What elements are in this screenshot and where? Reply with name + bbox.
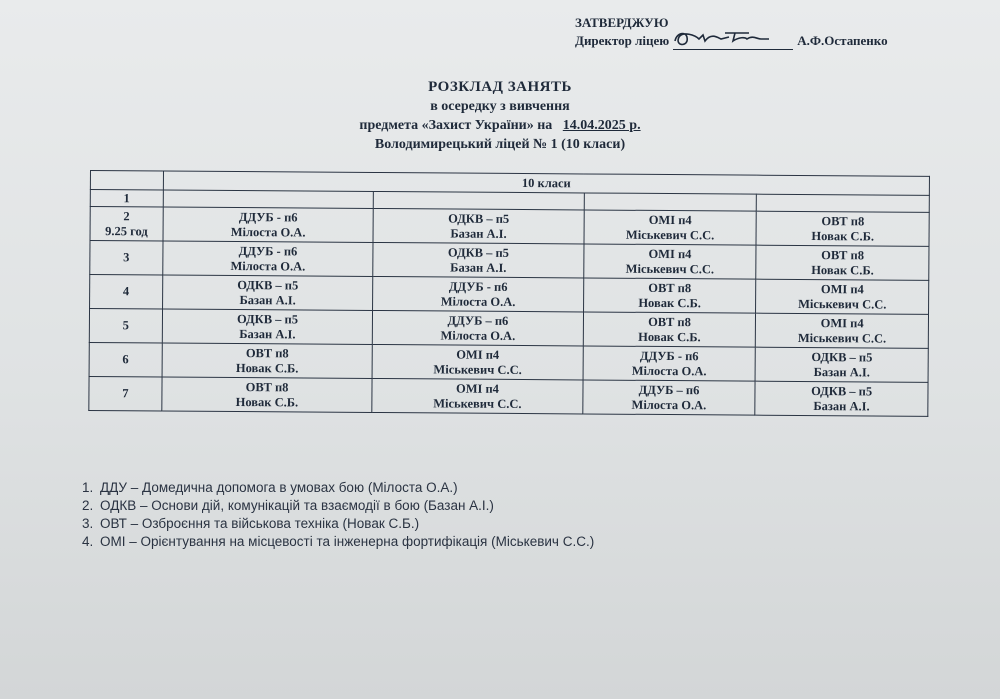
- legend-item: [82, 533, 594, 551]
- teacher-name: Базан А.І.: [239, 326, 296, 341]
- table-row: [90, 207, 929, 247]
- subject-room: ОВТ п8: [648, 314, 691, 329]
- teacher-name: Новак С.Б.: [638, 329, 701, 344]
- lesson-number: 6: [122, 352, 129, 367]
- lesson-number: 3: [123, 250, 130, 265]
- teacher-name: Новак С.Б.: [811, 262, 874, 277]
- subject-room: ОМІ п4: [648, 212, 692, 227]
- schedule-cell: [583, 380, 756, 415]
- table-row: [89, 376, 928, 416]
- legend-text: ОВТ – Озброєння та військова техніка (Новак С.Б.): [100, 516, 420, 531]
- schedule-cell: [757, 194, 930, 212]
- schedule-cell: [163, 207, 374, 242]
- subject-room: ДДУБ - п6: [238, 209, 298, 224]
- lesson-number: 2: [123, 208, 130, 223]
- schedule-cell: [374, 191, 585, 209]
- schedule-cell: [756, 279, 929, 314]
- teacher-name: Мілоста О.А.: [230, 224, 306, 240]
- schedule-date: 14.04.2025 р.: [562, 118, 641, 133]
- teacher-name: Базан А.І.: [813, 398, 870, 413]
- teacher-name: Новак С.Б.: [638, 295, 701, 310]
- subject-room: ОМІ п4: [820, 315, 864, 330]
- subject-room: ОМІ п4: [820, 281, 864, 296]
- lesson-number-cell: [90, 241, 163, 276]
- teacher-name: Мілоста О.А.: [631, 397, 707, 412]
- legend-text: ДДУ – Домедична допомога в умовах бою (Мілоста О.А.): [100, 480, 458, 495]
- approval-position: Директор ліцею: [575, 33, 670, 48]
- page-title: РОЗКЛАД ЗАНЯТЬ: [428, 79, 572, 95]
- approval-block: [575, 14, 990, 50]
- schedule-cell: [756, 245, 929, 280]
- teacher-name: Міськевич С.С.: [797, 330, 887, 346]
- subject-room: ДДУБ – п6: [638, 382, 700, 397]
- schedule-cell: [163, 190, 374, 208]
- teacher-name: Міськевич С.С.: [433, 395, 522, 411]
- subject-room: ОВТ п8: [648, 280, 692, 295]
- class-header: 10 класи: [163, 171, 929, 195]
- subject-room: ОДКВ – п5: [811, 383, 873, 398]
- subject-prefix: предмета «Захист України» на: [359, 118, 553, 133]
- schedule-cell: [373, 276, 584, 311]
- lesson-number-cell: [89, 309, 162, 344]
- signature-icon: [669, 27, 799, 49]
- legend-number: 3.: [82, 516, 94, 531]
- subject-room: ОВТ п8: [821, 213, 865, 228]
- schedule-cell: [756, 313, 929, 348]
- lesson-number-cell: [90, 207, 163, 242]
- schedule-cell: [162, 377, 373, 412]
- teacher-name: Базан А.І.: [450, 260, 507, 275]
- subject-room: ДДУБ - п6: [639, 348, 699, 363]
- abbreviation-legend: [82, 479, 594, 551]
- document-header: [0, 78, 1000, 154]
- teacher-name: Новак С.Б.: [235, 394, 299, 409]
- table-row: [89, 309, 928, 349]
- schedule-cell: [583, 278, 756, 313]
- subject-room: ОВТ п8: [821, 247, 865, 262]
- subject-room: ОМІ п4: [648, 246, 692, 261]
- subject-room: ОДКВ – п5: [447, 245, 510, 260]
- teacher-name: Міськевич С.С.: [625, 261, 715, 276]
- schedule-cell: [584, 244, 757, 279]
- teacher-name: Мілоста О.А.: [440, 293, 516, 309]
- teacher-name: Базан А.І.: [450, 226, 507, 241]
- subject-room: ДДУБ - п6: [238, 243, 298, 258]
- lesson-time: 9.25 год: [105, 223, 148, 238]
- subject-room: ОДКВ – п5: [236, 311, 299, 326]
- subject-room: ДДУБ – п6: [447, 313, 509, 328]
- schedule-cell: [162, 309, 373, 344]
- schedule-table: [88, 170, 930, 417]
- schedule-cell: [163, 241, 374, 276]
- signature-line: [673, 33, 793, 50]
- director-name: А.Ф.Остапенко: [797, 33, 888, 48]
- legend-text: ОДКВ – Основи дій, комунікацій та взаємодії в бою (Базан А.І.): [100, 498, 494, 513]
- subtitle-line-3: [0, 116, 1000, 135]
- teacher-name: Мілоста О.А.: [230, 258, 306, 274]
- lesson-number-cell: [89, 376, 162, 411]
- teacher-name: Базан А.І.: [813, 364, 870, 379]
- legend-number: 2.: [82, 498, 94, 513]
- legend-item: [82, 497, 594, 515]
- schedule-cell: [162, 275, 373, 310]
- schedule-cell: [755, 347, 928, 382]
- schedule-cell: [756, 211, 929, 246]
- subject-room: ОВТ п8: [245, 379, 289, 394]
- legend-number: 4.: [82, 534, 94, 549]
- teacher-name: Мілоста О.А.: [631, 363, 707, 378]
- table-row: [90, 241, 929, 281]
- lesson-number-cell: [90, 275, 163, 310]
- legend-item: [82, 515, 594, 533]
- schedule-cell: [583, 346, 756, 381]
- teacher-name: Міськевич С.С.: [798, 296, 887, 312]
- subject-room: ДДУБ - п6: [448, 279, 508, 294]
- teacher-name: Новак С.Б.: [235, 360, 299, 375]
- subject-room: ОДКВ – п5: [448, 211, 510, 226]
- schedule-cell: [583, 312, 756, 347]
- schedule-cell: [755, 381, 928, 416]
- legend-text: ОМІ – Орієнтування на місцевості та інженерна фортифікація (Міськевич С.С.): [100, 534, 595, 549]
- schedule-cell: [373, 310, 584, 345]
- lesson-number: 1: [90, 190, 163, 208]
- teacher-name: Міськевич С.С.: [625, 227, 715, 242]
- subject-room: ОМІ п4: [456, 347, 500, 362]
- table-row: [89, 342, 928, 382]
- lesson-number: 4: [122, 284, 130, 299]
- lesson-number: 5: [122, 318, 129, 333]
- teacher-name: Мілоста О.А.: [440, 327, 516, 343]
- schedule-cell: [584, 210, 757, 245]
- schedule-cell: [372, 378, 583, 413]
- subject-room: ОДКВ – п5: [237, 277, 299, 292]
- schedule-cell: [372, 344, 583, 379]
- approval-signature-line: [575, 32, 990, 50]
- subject-room: ОВТ п8: [245, 345, 289, 360]
- lesson-number-cell: [89, 342, 162, 377]
- schedule-cell: [584, 193, 757, 211]
- legend-item: [82, 479, 594, 497]
- teacher-name: Новак С.Б.: [811, 228, 875, 243]
- header-empty-cell: [90, 171, 163, 191]
- teacher-name: Базан А.І.: [239, 292, 296, 307]
- table-row: [90, 275, 929, 315]
- subtitle-line-2: в осередку з вивчення: [430, 99, 570, 114]
- legend-number: 1.: [82, 480, 94, 495]
- schedule-cell: [162, 343, 373, 378]
- subject-room: ОМІ п4: [455, 381, 500, 396]
- schedule-cell: [373, 242, 584, 277]
- lesson-number: 7: [122, 386, 129, 401]
- schedule-cell: [373, 208, 584, 243]
- teacher-name: Міськевич С.С.: [433, 361, 522, 377]
- approval-label: ЗАТВЕРДЖУЮ: [575, 15, 669, 30]
- subject-room: ОДКВ – п5: [811, 349, 873, 364]
- school-name: Володимирецький ліцей № 1 (10 класи): [374, 137, 626, 152]
